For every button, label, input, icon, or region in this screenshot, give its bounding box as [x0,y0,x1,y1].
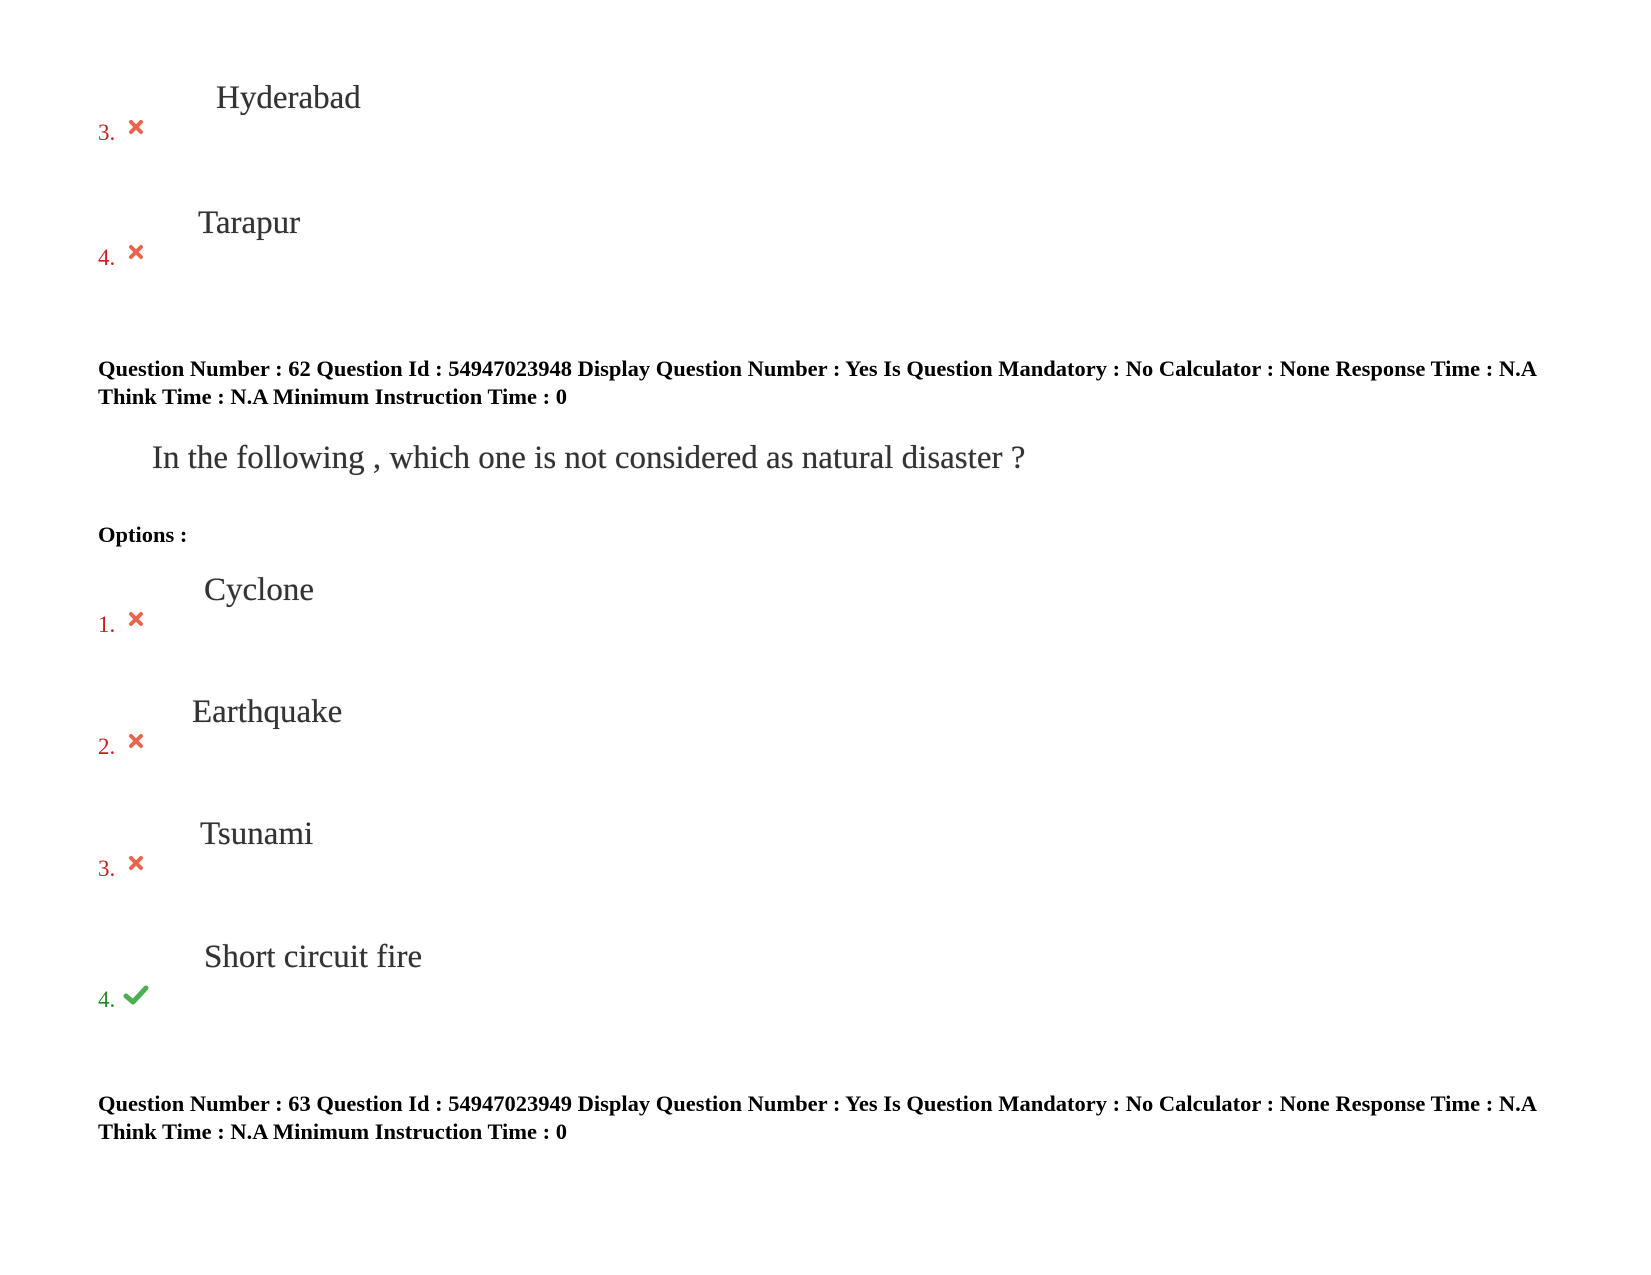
option-number: 1. [98,612,116,637]
option-4-short-circuit-fire [98,939,798,1019]
option-text: Tarapur [198,205,301,241]
option-text: Tsunami [200,816,314,852]
option-number: 3. [98,856,116,881]
option-text: Cyclone [204,572,314,608]
option-2-earthquake [98,694,798,774]
question-62-header: Question Number : 62 Question Id : 54947023948 Display Question Number : Yes Is Question Mandatory : No Calculator : None Response Time : N.A Think Time : N.A Minimum Instruction Time : 0 [98,356,1536,409]
cross-icon [125,116,147,138]
option-number: 4. [98,245,116,270]
option-4-tarapur [98,205,798,285]
cross-icon [125,852,147,874]
option-text: Hyderabad [216,80,361,116]
option-number: 4. [98,987,116,1012]
cross-icon [125,608,147,630]
option-1-cyclone [98,572,798,652]
option-3-hyderabad [98,80,798,160]
option-number: 2. [98,734,116,759]
check-icon [122,983,150,1007]
question-63-header: Question Number : 63 Question Id : 54947023949 Display Question Number : Yes Is Question Mandatory : No Calculator : None Response Time : N.A Think Time : N.A Minimum Instruction Time : 0 [98,1091,1536,1144]
option-number: 3. [98,120,116,145]
cross-icon [125,730,147,752]
option-text: Earthquake [192,694,343,730]
cross-icon [125,241,147,263]
options-label: Options : [98,522,188,547]
option-text: Short circuit fire [204,939,423,975]
option-3-tsunami [98,816,798,896]
question-62-text: In the following , which one is not considered as natural disaster ? [152,440,1026,476]
